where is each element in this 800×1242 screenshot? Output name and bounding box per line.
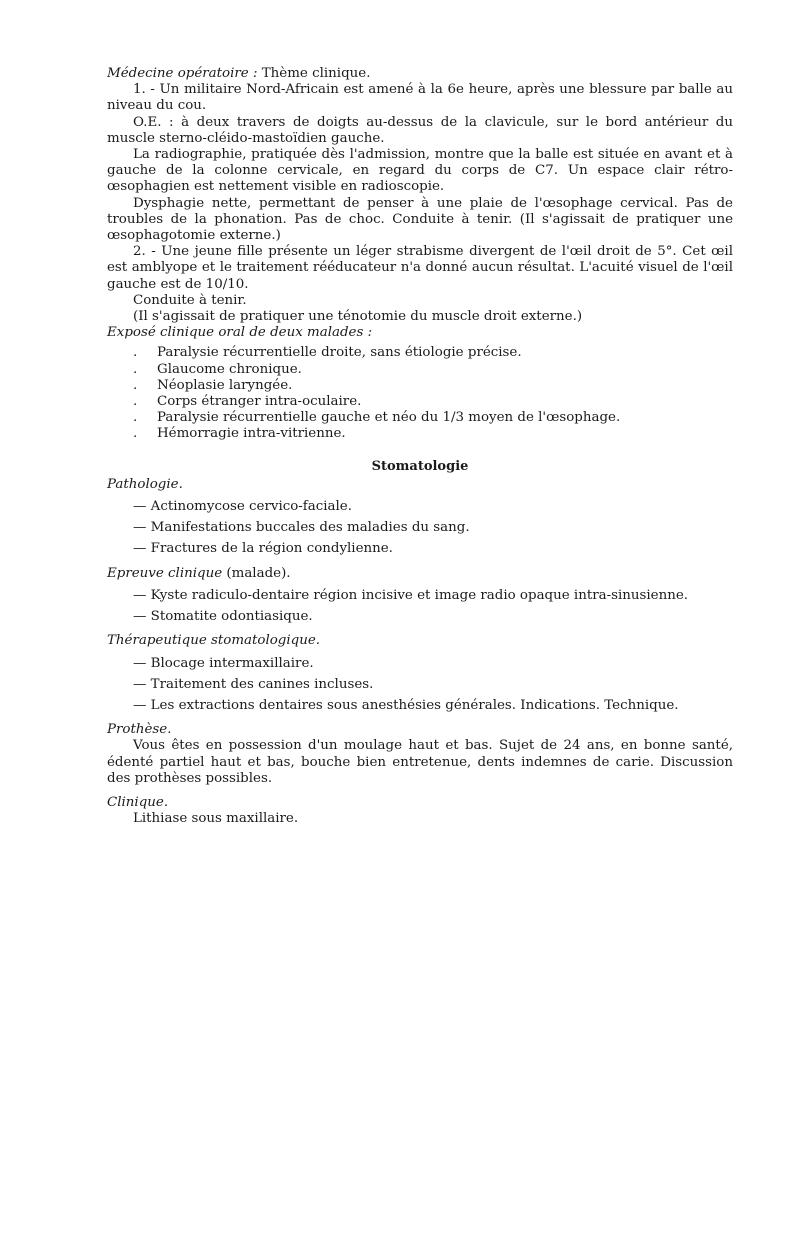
list-item: — Traitement des canines incluses. bbox=[133, 676, 374, 692]
list-item: — Stomatite odontiasique. bbox=[133, 609, 313, 625]
case1-paragraph-3: La radiographie, pratiquée dès l'admission, montre que la balle est située en avant et à gauche de la colonne cervicale, en regard du corps de C7. Un espace clair rétro-œsophagien est nettement visible en radioscopie. bbox=[107, 147, 733, 195]
pathologie-heading: Pathologie. bbox=[107, 476, 183, 492]
list-item: . Corps étranger intra-oculaire. bbox=[133, 394, 362, 410]
case1-paragraph-1: 1. - Un militaire Nord-Africain est amené à la 6e heure, après une blessure par balle au niveau du cou. bbox=[107, 82, 733, 114]
case2-paragraph-2: Conduite à tenir. bbox=[133, 292, 247, 308]
expose-list bbox=[107, 345, 733, 442]
clinique-text: Lithiase sous maxillaire. bbox=[133, 811, 299, 827]
therapeutique-list bbox=[107, 656, 733, 715]
therapeutique-heading: Thérapeutique stomatologique. bbox=[107, 633, 321, 649]
epreuve-heading: Epreuve clinique (malade). bbox=[107, 565, 291, 581]
list-item: — Kyste radiculo-dentaire région incisive et image radio opaque intra-sinusienne. bbox=[133, 587, 689, 603]
prothese-heading: Prothèse. bbox=[107, 722, 172, 738]
medecine-heading-rest: Thème clinique. bbox=[257, 66, 371, 81]
list-item: — Fractures de la région condylienne. bbox=[133, 541, 393, 557]
clinique-heading: Clinique. bbox=[107, 794, 169, 810]
list-item: . Glaucome chronique. bbox=[133, 361, 302, 377]
case2-paragraph-3: (Il s'agissait de pratiquer une ténotomie du muscle droit externe.) bbox=[133, 309, 583, 325]
case2-paragraph-1: 2. - Une jeune fille présente un léger strabisme divergent de l'œil droit de 5°. Cet œil est amblyope et le traitement rééducateur n'a donné aucun résultat. L'acuité visuel de l'œil gauche est de 10/10. bbox=[107, 244, 733, 292]
document-page bbox=[107, 66, 733, 827]
case1-paragraph-4: Dysphagie nette, permettant de penser à une plaie de l'œsophage cervical. Pas de troubles de la phonation. Pas de choc. Conduite à tenir. (Il s'agissait de pratiquer une œsophagotomie externe.) bbox=[107, 195, 733, 244]
list-item: — Manifestations buccales des maladies du sang. bbox=[133, 520, 470, 536]
list-item: — Les extractions dentaires sous anesthésies générales. Indications. Technique. bbox=[133, 697, 679, 713]
prothese-text: Vous êtes en possession d'un moulage haut et bas. Sujet de 24 ans, en bonne santé, édenté partiel haut et bas, bouche bien entretenue, dents indemnes de carie. Discussion des prothèses possibles. bbox=[107, 738, 733, 786]
stomatologie-title: Stomatologie bbox=[371, 458, 469, 474]
list-item: . Néoplasie laryngée. bbox=[133, 377, 293, 393]
pathologie-list bbox=[107, 499, 733, 558]
list-item: — Blocage intermaxillaire. bbox=[133, 655, 314, 671]
list-item: . Paralysie récurrentielle gauche et néo du 1/3 moyen de l'œsophage. bbox=[133, 410, 621, 426]
case1-paragraph-2: O.E. : à deux travers de doigts au-dessus de la clavicule, sur le bord antérieur du muscle sterno-cléido-mastoïdien gauche. bbox=[107, 114, 733, 146]
medecine-heading bbox=[107, 66, 733, 82]
list-item: — Actinomycose cervico-faciale. bbox=[133, 499, 352, 515]
medecine-heading-italic: Médecine opératoire : bbox=[107, 66, 258, 81]
list-item: . Hémorragie intra-vitrienne. bbox=[133, 426, 346, 442]
expose-heading: Exposé clinique oral de deux malades : bbox=[107, 325, 373, 341]
epreuve-list bbox=[107, 588, 733, 625]
list-item: . Paralysie récurrentielle droite, sans étiologie précise. bbox=[133, 345, 522, 361]
